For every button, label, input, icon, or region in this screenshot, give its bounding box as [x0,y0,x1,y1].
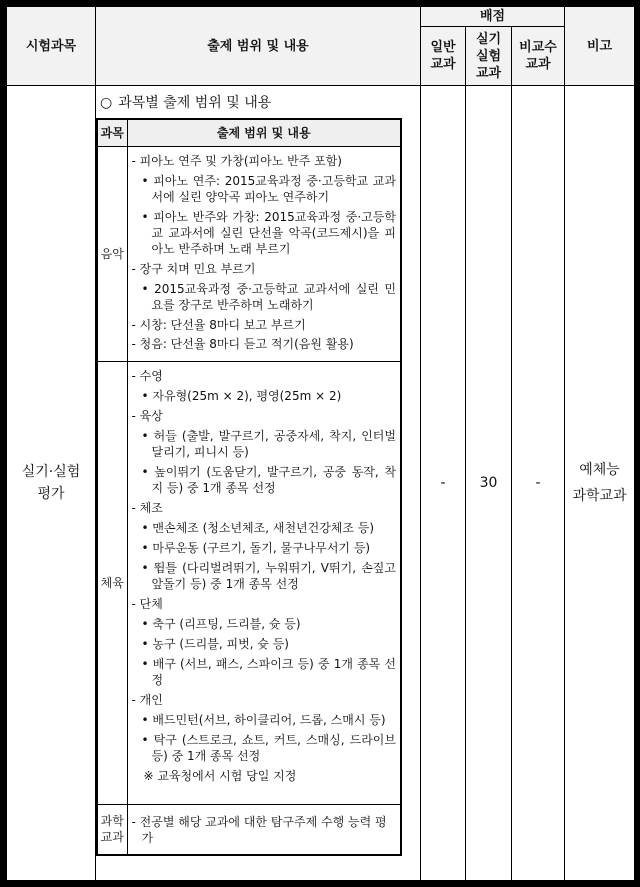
list-item: • 2015교육과정 중·고등학교 교과서에 실린 민요를 장구로 반주하며 노래하기 [141,282,396,312]
list-item: • 맨손체조 (청소년체조, 새천년건강체조 등) [141,521,375,535]
pe-subject: 체육 [97,362,127,805]
header-general-subject: 일반 교과 [421,27,466,86]
list-item: - 수영 [131,369,163,383]
header-scope-content: 출제 범위 및 내용 [96,7,421,86]
list-item: • 허들 (출발, 발구르기, 공중자세, 착지, 인터벌 달리기, 피니시 등) [141,429,396,459]
header-practical-subject: 실기 실험 교과 [466,27,512,86]
remarks-cell: 예체능 과학교과 [565,86,635,881]
list-item: • 축구 (리프팅, 드리블, 슛 등) [141,617,301,631]
inner-header-scope: 출제 범위 및 내용 [127,119,401,147]
list-item: • 배드민턴(서브, 하이클리어, 드롭, 스매시 등) [141,713,386,727]
list-item: • 농구 (드리블, 피벗, 슛 등) [141,637,289,651]
list-item: • 탁구 (스트로크, 쇼트, 커트, 스매싱, 드라이브 등) 중 1개 종목 선정 [141,733,396,763]
list-item: - 피아노 연주 및 가창(피아노 반주 포함) [131,154,342,168]
list-item: - 청음: 단선율 8마디 듣고 적기(음원 활용) [131,337,354,351]
list-item: - 체조 [131,501,163,515]
music-subject: 음악 [97,147,127,362]
list-item: • 자유형(25m × 2), 평영(25m × 2) [141,389,342,403]
note-text: ※ 교육청에서 시험 당일 지정 [143,769,297,783]
non-teaching-points: - [512,86,565,881]
circle-bullet-icon: ○ [100,95,113,111]
header-non-teaching-subject: 비교수 교과 [512,27,565,86]
header-remarks: 비고 [565,7,635,86]
exam-name-cell: 실기·실험 평가 [7,86,96,881]
header-points: 배점 [421,7,565,27]
list-item: - 개인 [131,693,163,707]
list-item: • 피아노 반주와 가창: 2015교육과정 중·고등학교 교과서에 실린 단선율 악곡(코드제시)을 피아노 반주하며 노래 부르기 [141,210,396,256]
list-item: • 마루운동 (구르기, 돌기, 물구나무서기 등) [141,541,371,555]
inner-header-subject: 과목 [97,119,127,147]
list-item: • 높이뛰기 (도움닫기, 발구르기, 공중 동작, 착지 등) 중 1개 종목 선정 [141,465,396,495]
section-title: ○ 과목별 출제 범위 및 내용 [100,95,272,111]
list-item: - 전공별 해당 교과에 대한 탐구주제 수행 능력 평가 [131,814,387,845]
science-subject: 과학 교과 [97,805,127,855]
header-exam-subject: 시험과목 [7,7,96,86]
list-item: • 피아노 연주: 2015교육과정 중·고등학교 교과서에 실린 양악곡 피아노 연주하기 [141,174,396,204]
list-item: - 장구 치며 민요 부르기 [131,262,256,276]
list-item: - 단체 [131,597,163,611]
practical-points: 30 [466,86,512,881]
list-item: • 뜀틀 (다리벌려뛰기, 누워뛰기, V뛰기, 손짚고 앞돌기 등) 중 1개 종목 선정 [141,561,396,591]
general-points: - [421,86,466,881]
list-item: - 육상 [131,409,163,423]
list-item: - 시창: 단선율 8마디 보고 부르기 [131,318,306,332]
list-item: • 배구 (서브, 패스, 스파이크 등) 중 1개 종목 선정 [141,657,396,687]
